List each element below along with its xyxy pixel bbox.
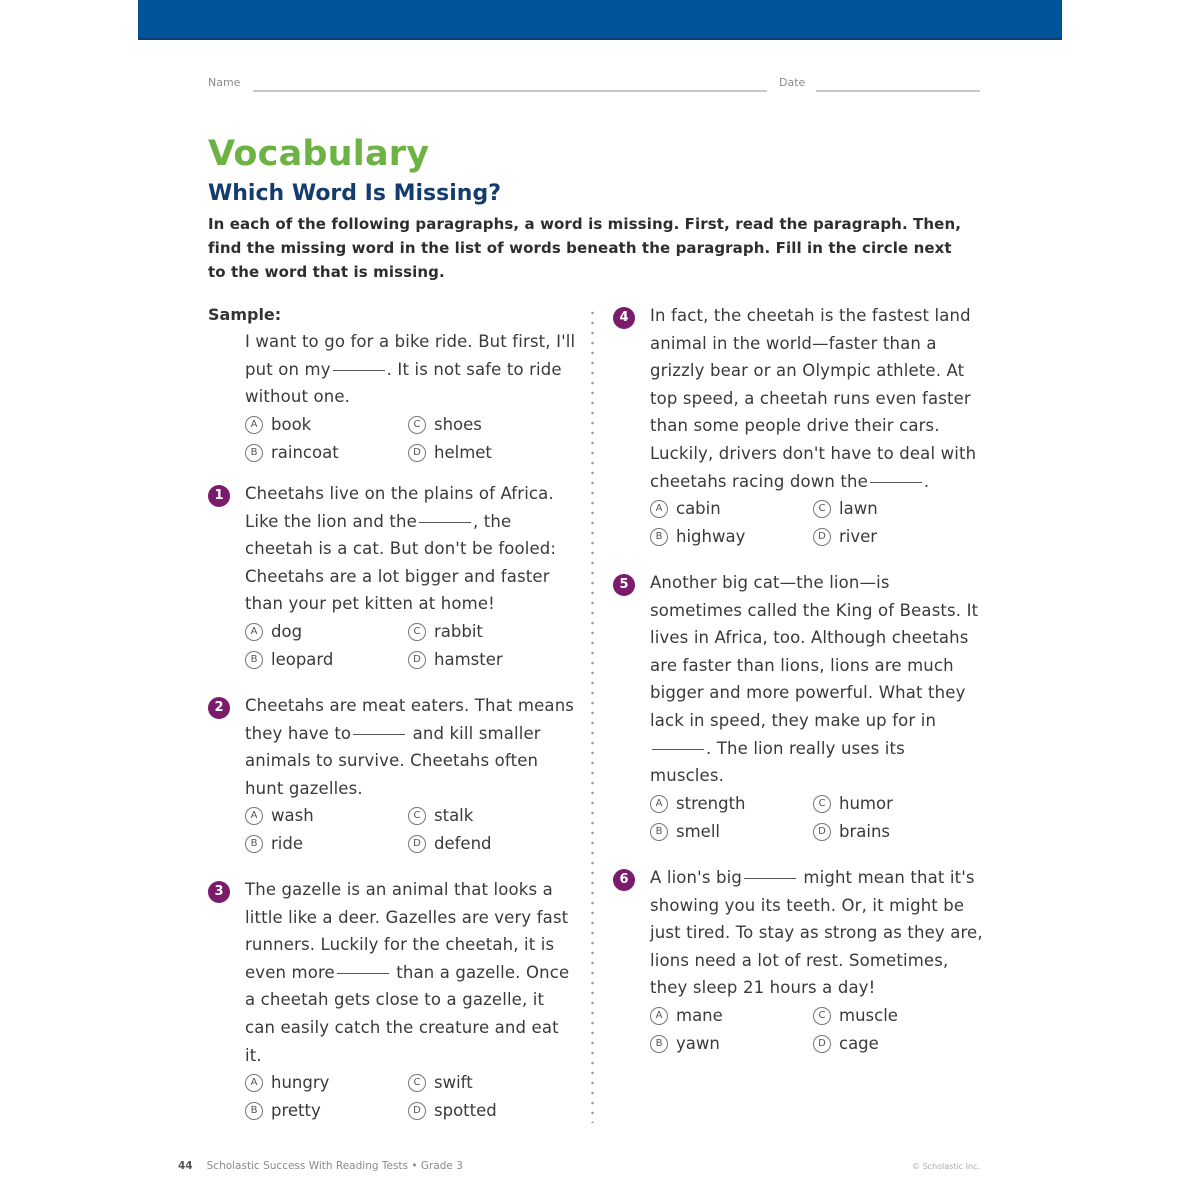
- instructions: In each of the following paragraphs, a word is missing. First, read the paragraph. Then, find the missing word in the list of words beneath the paragraph. Fill in the circle next to the word that is missing.: [208, 215, 962, 281]
- question-number-badge: 6: [613, 869, 635, 891]
- name-date-row: [208, 76, 983, 96]
- choice-c[interactable]: C stalk: [408, 802, 568, 830]
- choice-b[interactable]: B smell: [650, 818, 813, 846]
- date-label: Date: [779, 76, 806, 89]
- sample-label: Sample:: [208, 305, 282, 324]
- answer-bubble-icon[interactable]: A: [245, 807, 263, 825]
- choice-c[interactable]: C shoes: [408, 411, 568, 439]
- question-text: Cheetahs are meat eaters. That means they have to and kill smaller animals to survive. Cheetahs often hunt gazelles.: [245, 696, 575, 798]
- question-1: [208, 480, 578, 674]
- answer-choices: [650, 495, 983, 551]
- worksheet-page: [138, 0, 1062, 1200]
- name-label: Name: [208, 76, 241, 89]
- answer-bubble-icon[interactable]: C: [408, 807, 426, 825]
- answer-bubble-icon[interactable]: C: [813, 500, 831, 518]
- choice-a[interactable]: A strength: [650, 790, 813, 818]
- question-2: [208, 692, 578, 858]
- answer-bubble-icon[interactable]: C: [408, 623, 426, 641]
- choice-d[interactable]: D river: [813, 523, 973, 551]
- choice-c[interactable]: C rabbit: [408, 618, 568, 646]
- sample-block: [208, 302, 578, 467]
- question-text: The gazelle is an animal that looks a little like a deer. Gazelles are very fast runners. Luckily for the cheetah, it is even more than a gazelle. Once a cheetah gets close to a gazelle, it can easily catch the creature and eat it.: [245, 880, 570, 1065]
- choice-b[interactable]: B raincoat: [245, 439, 408, 467]
- choice-a[interactable]: A book: [245, 411, 408, 439]
- question-number-badge: 3: [208, 881, 230, 903]
- choice-a[interactable]: A cabin: [650, 495, 813, 523]
- question-5: [613, 569, 983, 846]
- choice-c[interactable]: C humor: [813, 790, 973, 818]
- question-number-badge: 1: [208, 485, 230, 507]
- answer-bubble-icon[interactable]: D: [408, 835, 426, 853]
- sample-text: I want to go for a bike ride. But first, I'll put on my . It is not safe to ride without one.: [245, 332, 576, 407]
- copyright: © Scholastic Inc.: [912, 1162, 980, 1171]
- blank-line: [419, 522, 471, 523]
- choice-c[interactable]: C lawn: [813, 495, 973, 523]
- question-6: [613, 864, 983, 1058]
- footer-left: [178, 1160, 463, 1172]
- answer-bubble-icon[interactable]: A: [245, 1074, 263, 1092]
- header-band: [138, 0, 1062, 40]
- choice-d[interactable]: D cage: [813, 1030, 973, 1058]
- answer-bubble-icon[interactable]: B: [245, 1102, 263, 1120]
- question-text: Cheetahs live on the plains of Africa. Like the lion and the , the cheetah is a cat. But don't be fooled: Cheetahs are a lot bigger and faster than your pet kitten at home!: [245, 484, 557, 614]
- choice-d[interactable]: D defend: [408, 830, 568, 858]
- sample-choices: [245, 411, 578, 467]
- answer-choices: [245, 1069, 578, 1125]
- question-text: Another big cat—the lion—is sometimes called the King of Beasts. It lives in Africa, too. Although cheetahs are faster than lions, lions are much bigger and more powerful. What they lack in speed, they make up for in. The lion really uses its muscles.: [650, 573, 979, 786]
- question-number-badge: 5: [613, 574, 635, 596]
- choice-a[interactable]: A wash: [245, 802, 408, 830]
- answer-bubble-icon[interactable]: B: [650, 528, 668, 546]
- choice-b[interactable]: B yawn: [650, 1030, 813, 1058]
- page-subtitle: Which Word Is Missing?: [208, 181, 501, 206]
- blank-line: [744, 878, 796, 879]
- answer-bubble-icon[interactable]: B: [245, 444, 263, 462]
- blank-line: [652, 749, 704, 750]
- blank-line: [353, 734, 405, 735]
- question-3: [208, 876, 578, 1125]
- choice-c[interactable]: C muscle: [813, 1002, 973, 1030]
- choice-b[interactable]: B highway: [650, 523, 813, 551]
- answer-bubble-icon[interactable]: D: [813, 1035, 831, 1053]
- answer-bubble-icon[interactable]: A: [650, 795, 668, 813]
- answer-bubble-icon[interactable]: A: [650, 1007, 668, 1025]
- answer-bubble-icon[interactable]: D: [813, 823, 831, 841]
- blank-line: [870, 482, 922, 483]
- choice-a[interactable]: A mane: [650, 1002, 813, 1030]
- choice-a[interactable]: A hungry: [245, 1069, 408, 1097]
- question-number-badge: 4: [613, 307, 635, 329]
- blank-line: [337, 973, 389, 974]
- answer-bubble-icon[interactable]: D: [813, 528, 831, 546]
- choice-d[interactable]: D brains: [813, 818, 973, 846]
- answer-bubble-icon[interactable]: D: [408, 651, 426, 669]
- choice-d[interactable]: D hamster: [408, 646, 568, 674]
- answer-bubble-icon[interactable]: C: [813, 795, 831, 813]
- answer-bubble-icon[interactable]: B: [245, 835, 263, 853]
- choice-b[interactable]: B leopard: [245, 646, 408, 674]
- question-text: In fact, the cheetah is the fastest land animal in the world—faster than a grizzly bear or an Olympic athlete. At top speed, a cheetah runs even faster than some people drive their cars. Luckily, drivers don't have to deal with cheetahs racing down the .: [650, 306, 977, 491]
- name-field-line[interactable]: [253, 90, 767, 92]
- answer-bubble-icon[interactable]: D: [408, 1102, 426, 1120]
- answer-bubble-icon[interactable]: B: [245, 651, 263, 669]
- page-title: Vocabulary: [208, 134, 430, 174]
- question-number-badge: 2: [208, 697, 230, 719]
- column-divider: [591, 308, 594, 1123]
- choice-b[interactable]: B pretty: [245, 1097, 408, 1125]
- answer-bubble-icon[interactable]: B: [650, 1035, 668, 1053]
- blank-line: [333, 370, 385, 371]
- answer-choices: [650, 790, 983, 846]
- answer-bubble-icon[interactable]: A: [245, 623, 263, 641]
- choice-b[interactable]: B ride: [245, 830, 408, 858]
- answer-bubble-icon[interactable]: A: [245, 416, 263, 434]
- page-number: 44: [178, 1160, 193, 1172]
- question-4: [613, 302, 983, 551]
- choice-a[interactable]: A dog: [245, 618, 408, 646]
- answer-choices: [245, 802, 578, 858]
- answer-bubble-icon[interactable]: B: [650, 823, 668, 841]
- answer-choices: [245, 618, 578, 674]
- answer-bubble-icon[interactable]: D: [408, 444, 426, 462]
- question-text: A lion's big might mean that it's showing you its teeth. Or, it might be just tired. To stay as strong as they are, lions need a lot of rest. Sometimes, they sleep 21 hours a day!: [650, 868, 983, 998]
- answer-bubble-icon[interactable]: C: [408, 416, 426, 434]
- answer-bubble-icon[interactable]: C: [408, 1074, 426, 1092]
- choice-c[interactable]: C swift: [408, 1069, 568, 1097]
- answer-choices: [650, 1002, 983, 1058]
- answer-bubble-icon[interactable]: A: [650, 500, 668, 518]
- choice-d[interactable]: D helmet: [408, 439, 568, 467]
- book-title: Scholastic Success With Reading Tests • Grade 3: [206, 1160, 463, 1172]
- answer-bubble-icon[interactable]: C: [813, 1007, 831, 1025]
- choice-d[interactable]: D spotted: [408, 1097, 568, 1125]
- date-field-line[interactable]: [816, 90, 980, 92]
